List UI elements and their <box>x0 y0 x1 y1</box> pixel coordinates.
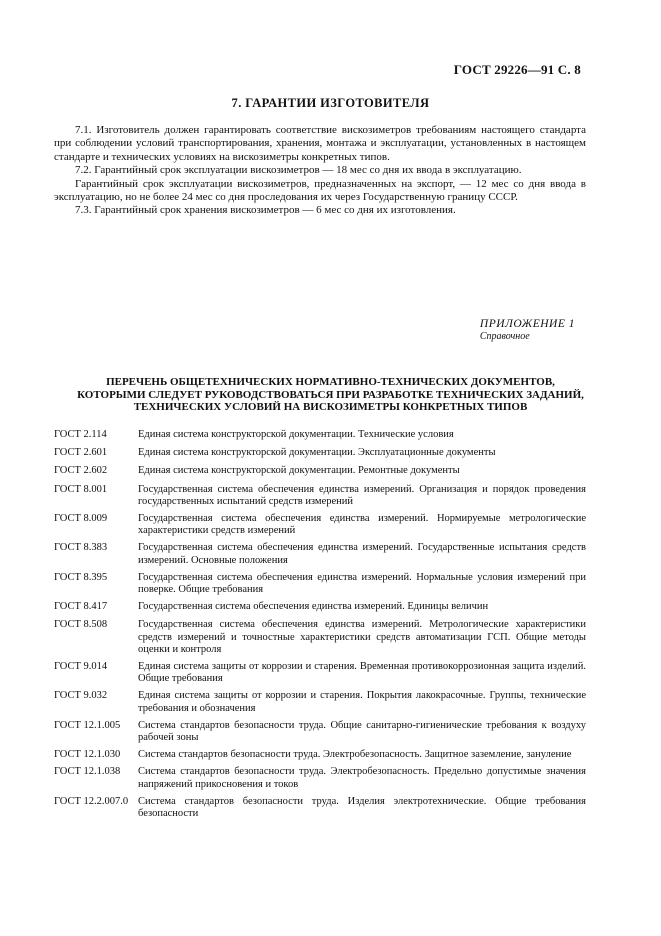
document-code: ГОСТ 8.395 <box>54 571 108 583</box>
document-row <box>54 447 586 459</box>
document-code: ГОСТ 12.1.030 <box>54 749 121 761</box>
document-code: ГОСТ 8.383 <box>54 542 108 554</box>
document-code: ГОСТ 2.114 <box>54 429 107 440</box>
document-code: ГОСТ 2.601 <box>54 447 108 459</box>
document-code: ГОСТ 9.014 <box>54 661 108 673</box>
document-code: ГОСТ 9.032 <box>54 690 108 702</box>
document-title: Единая система конструкторской документации. Технические условия <box>138 429 454 440</box>
paragraph-7-3: 7.3. Гарантийный срок хранения вискозиметров — 6 мес со дня их изготовления. <box>75 204 456 217</box>
document-title: Государственная система обеспечения единства измерений. Единицы величин <box>138 601 489 613</box>
document-row <box>54 766 586 790</box>
document-title: Система стандартов безопасности труда. Изделия электротехнические. Общие требования безопасности <box>138 795 586 820</box>
document-row <box>54 690 586 714</box>
list-title-line-2: КОТОРЫМИ СЛЕДУЕТ РУКОВОДСТВОВАТЬСЯ ПРИ РАЗРАБОТКЕ ТЕХНИЧЕСКИХ ЗАДАНИЙ, <box>77 388 584 401</box>
paragraph-7-2: 7.2. Гарантийный срок эксплуатации вискозиметров — 18 мес со дня их ввода в эксплуатацию. <box>75 164 522 177</box>
document-title: Система стандартов безопасности труда. Электробезопасность. Защитное заземление, зануление <box>138 749 572 761</box>
page-header: ГОСТ 29226—91 С. 8 <box>453 62 581 77</box>
document-code: ГОСТ 12.1.038 <box>54 766 121 778</box>
document-title: Единая система конструкторской документации. Ремонтные документы <box>138 465 460 477</box>
document-row <box>54 484 586 508</box>
list-title <box>60 376 601 414</box>
list-title-line-3: ТЕХНИЧЕСКИХ УСЛОВИЙ НА ВИСКОЗИМЕТРЫ КОНКРЕТНЫХ ТИПОВ <box>133 401 528 414</box>
document-row <box>54 661 586 685</box>
document-title: Система стандартов безопасности труда. Общие санитарно-гигиенические требования к воздуху рабочей зоны <box>138 719 586 744</box>
list-title-line-1: ПЕРЕЧЕНЬ ОБЩЕТЕХНИЧЕСКИХ НОРМАТИВНО-ТЕХНИЧЕСКИХ ДОКУМЕНТОВ, <box>106 376 555 388</box>
document-row <box>54 720 586 744</box>
appendix-label-block <box>480 318 575 342</box>
document-title: Государственная система обеспечения единства измерений. Организация и порядок проведения государственных испытаний средств измерений <box>138 483 586 507</box>
section-body <box>54 124 586 218</box>
appendix-label: ПРИЛОЖЕНИЕ 1 <box>479 318 575 330</box>
document-title: Единая система защиты от коррозии и старения. Покрытия лакокрасочные. Группы, технические требования и обозначения <box>138 690 586 714</box>
document-code: ГОСТ 8.009 <box>54 513 108 525</box>
document-row <box>54 572 586 596</box>
documents-list <box>54 429 586 825</box>
document-row <box>54 619 586 656</box>
document-row <box>54 429 586 441</box>
document-title: Единая система защиты от коррозии и старения. Временная противокоррозионная защита изделий. Общие требования <box>138 661 586 685</box>
document-title: Система стандартов безопасности труда. Электробезопасность. Предельно допустимые значения напряжений прикосновения и токов <box>138 766 586 790</box>
document-title: Государственная система обеспечения единства измерений. Нормируемые метрологические характеристики средств измерений <box>138 513 586 537</box>
document-code: ГОСТ 2.602 <box>54 465 108 477</box>
document-row <box>54 542 586 566</box>
document-code: ГОСТ 12.1.005 <box>54 719 121 731</box>
document-code: ГОСТ 8.508 <box>54 619 108 631</box>
document-row <box>54 513 586 537</box>
document-title: Государственная система обеспечения единства измерений. Государственные испытания средств измерений. Основные положения <box>138 542 586 566</box>
document-code: ГОСТ 8.001 <box>54 483 108 495</box>
appendix-sublabel: Справочное <box>479 331 530 342</box>
document-row <box>54 796 586 820</box>
document-row <box>54 601 586 613</box>
paragraph-7-2-export: Гарантийный срок эксплуатации вискозиметров, предназначенных на экспорт, — 12 мес со дня ввода в эксплуатацию, но не более 24 мес со дня проследования их через Государственную границу СССР. <box>54 177 586 204</box>
document-row <box>54 465 586 477</box>
section-title: 7. ГАРАНТИИ ИЗГОТОВИТЕЛЯ <box>231 96 430 110</box>
document-code: ГОСТ 12.2.007.0 <box>54 795 129 807</box>
document-row <box>54 749 586 761</box>
document-title: Государственная система обеспечения единства измерений. Метрологические характеристики средств измерений и точностные характеристики средств автоматизации ГСП. Общие методы оценки и контроля <box>138 619 586 655</box>
paragraph-7-1: 7.1. Изготовитель должен гарантировать соответствие вискозиметров требованиям настоящего стандарта при соблюдении условий транспортирования, хранения, монтажа и эксплуатации, установленных в настоящем стандарте и технических условиях на вискозиметры конкретных типов. <box>54 124 586 163</box>
document-title: Единая система конструкторской документации. Эксплуатационные документы <box>138 447 496 459</box>
document-code: ГОСТ 8.417 <box>54 601 108 613</box>
document-title: Государственная система обеспечения единства измерений. Нормальные условия измерений при поверке. Общие требования <box>138 571 586 596</box>
